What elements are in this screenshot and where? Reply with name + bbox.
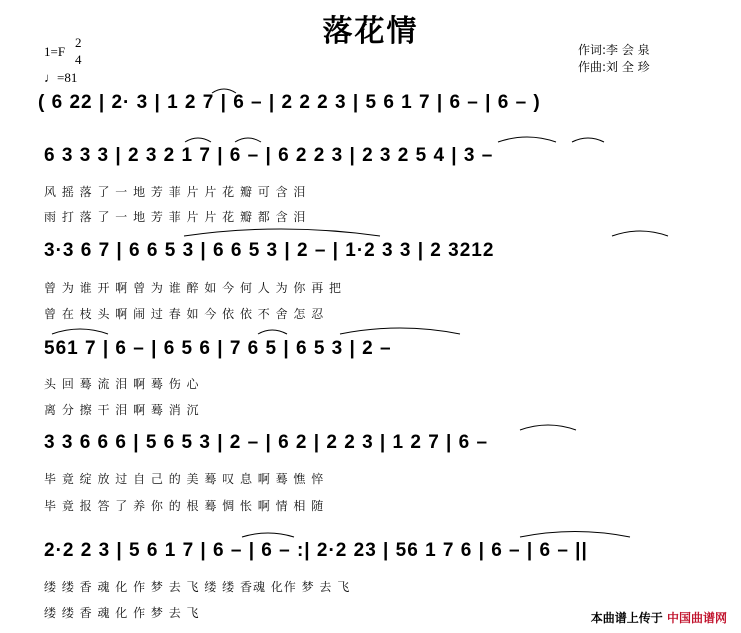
notation-row-1: ( 6 22 | 2· 3 | 1 2 7 | 6 – | 2 2 2 3 | 5 6 1 7 | 6 – | 6 – ): [38, 92, 541, 113]
lyric-row-3-verse-1: 曾 为 谁 开 啊 曾 为 谁 醉 如 今 何 人 为 你 再 把: [44, 281, 343, 295]
slur-arc: [242, 533, 294, 537]
slur-arc: [258, 330, 287, 334]
slur-arc: [212, 89, 236, 93]
notation-row-2: 6 3 3 3 | 2 3 2 1 7 | 6 – | 6 2 2 3 | 2 3 2 5 4 | 3 –: [44, 145, 494, 166]
slur-arc: [235, 138, 261, 142]
lyric-row-5-verse-1: 毕 竟 绽 放 过 自 己 的 美 蓦 叹 息 啊 蓦 憔 悴: [44, 472, 325, 486]
slur-arc: [498, 137, 556, 142]
composer: 作曲:刘 全 珍: [578, 60, 650, 74]
slur-arc: [340, 328, 460, 334]
notation-row-4: 561 7 | 6 – | 6 5 6 | 7 6 5 | 6 5 3 | 2 –: [44, 338, 392, 359]
slur-arc: [520, 532, 630, 538]
footer-prefix: 本曲谱上传于: [590, 611, 663, 625]
lyric-row-4-verse-1: 头 回 蓦 流 泪 啊 蓦 伤 心: [44, 377, 200, 391]
lyric-row-6-verse-1: 缕 缕 香 魂 化 作 梦 去 飞 缕 缕 香魂 化作 梦 去 飞: [44, 580, 351, 594]
notation-row-3: 3·3 6 7 | 6 6 5 3 | 6 6 5 3 | 2 – | 1·2 3 3 | 2 3212: [44, 240, 495, 261]
quarter-note-icon: ♩: [44, 70, 57, 85]
slur-arc: [572, 138, 604, 142]
slur-arc: [612, 231, 668, 236]
lyric-row-5-verse-2: 毕 竟 报 答 了 养 你 的 根 蓦 惆 怅 啊 情 相 随: [44, 499, 325, 513]
meter-numerator: 2: [75, 35, 82, 50]
notation-row-5: 3 3 6 6 6 | 5 6 5 3 | 2 – | 6 2 | 2 2 3 | 1 2 7 | 6 –: [44, 432, 489, 453]
source-footer: [591, 609, 727, 626]
lyricist: 作词:李 会 泉: [578, 43, 650, 57]
lyric-row-3-verse-2: 曾 在 枝 头 啊 闹 过 春 如 今 依 依 不 舍 怎 忍: [44, 307, 325, 321]
lyric-row-4-verse-2: 离 分 擦 干 泪 啊 蓦 消 沉: [44, 403, 200, 417]
lyric-row-2-verse-1: 风 摇 落 了 一 地 芳 菲 片 片 花 瓣 可 含 泪: [44, 185, 307, 199]
slur-arc: [520, 425, 576, 430]
song-title: 落花情: [322, 14, 419, 49]
lyric-row-2-verse-2: 雨 打 落 了 一 地 芳 菲 片 片 花 瓣 都 含 泪: [44, 210, 307, 224]
key-signature: 1=F: [44, 44, 66, 59]
tempo-value: =81: [57, 70, 78, 85]
notation-row-6: 2·2 2 3 | 5 6 1 7 | 6 – | 6 – :| 2·2 23 | 56 1 7 6 | 6 – | 6 – ||: [44, 540, 588, 561]
slur-arc: [52, 329, 108, 334]
meter-denominator: 4: [75, 52, 82, 67]
lyric-row-6-verse-2: 缕 缕 香 魂 化 作 梦 去 飞: [44, 606, 200, 620]
slur-arc: [185, 138, 211, 142]
slur-arc: [184, 229, 380, 236]
site-logo[interactable]: 中国曲谱网: [666, 611, 727, 625]
